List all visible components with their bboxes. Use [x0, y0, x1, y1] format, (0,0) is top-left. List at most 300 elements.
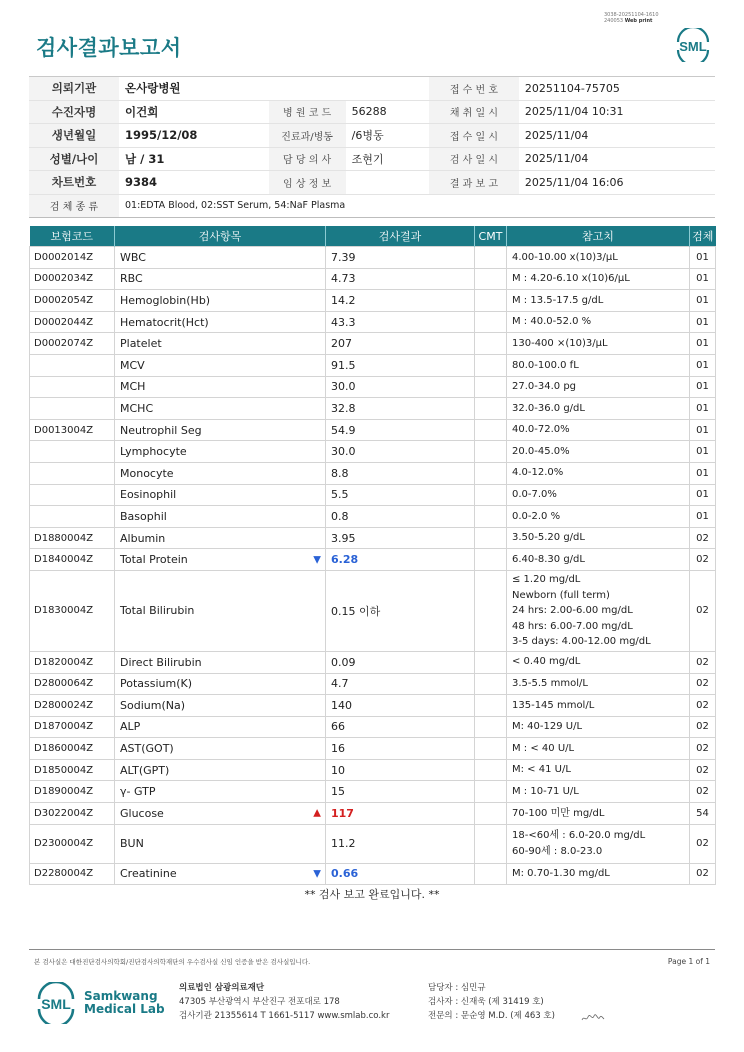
table-row: [30, 738, 716, 760]
low-flag-icon: ▼: [313, 868, 321, 880]
svg-text:SML: SML: [679, 39, 707, 54]
result-value: 0.66: [331, 867, 359, 881]
cell-specimen: 02: [690, 824, 716, 863]
cell-result: [326, 673, 475, 695]
cell-result: [326, 419, 475, 441]
page-title: 검사결과보고서: [36, 36, 182, 60]
cell-specimen: 01: [690, 441, 716, 463]
high-flag-icon: ▲: [313, 807, 321, 819]
cell-code: [30, 376, 115, 398]
result-value: 8.8: [331, 466, 349, 480]
cell-cmt: [475, 716, 507, 738]
reference-line: 27.0-34.0 pg: [512, 381, 577, 393]
result-value: 0.8: [331, 509, 349, 523]
reference-line: 18-<60세 : 6.0-20.0 mg/dL: [512, 830, 646, 842]
org-name: 의료법인 삼광의료재단: [179, 983, 265, 993]
cell-cmt: [475, 863, 507, 885]
cell-reference: [507, 441, 690, 463]
low-flag-icon: ▼: [313, 554, 321, 566]
result-value: 11.2: [331, 837, 356, 851]
cell-code: D1880004Z: [30, 527, 115, 549]
cell-cmt: [475, 419, 507, 441]
cell-cmt: [475, 549, 507, 571]
item-name: Total Protein: [120, 553, 188, 567]
col-header-specimen: 검체: [690, 226, 716, 247]
reference-line: 3.50-5.20 g/dL: [512, 532, 585, 544]
table-row: [30, 824, 716, 863]
cell-cmt: [475, 673, 507, 695]
cell-code: D2800064Z: [30, 673, 115, 695]
cell-code: D3022004Z: [30, 803, 115, 825]
org-info: [179, 981, 389, 1023]
cell-code: [30, 484, 115, 506]
cell-item: [115, 376, 326, 398]
cell-result: [326, 462, 475, 484]
table-row: [30, 247, 716, 269]
cell-reference: [507, 333, 690, 355]
cell-cmt: [475, 570, 507, 651]
birth-label: 생년월일: [29, 124, 119, 148]
requester-value: 온사랑병원: [119, 77, 429, 101]
reference-line: 80.0-100.0 fL: [512, 359, 579, 371]
table-row: [30, 376, 716, 398]
item-name: MCV: [120, 358, 145, 372]
item-name: Direct Bilirubin: [120, 655, 202, 669]
item-name: MCH: [120, 380, 146, 394]
cell-specimen: 02: [690, 781, 716, 803]
cell-result: [326, 527, 475, 549]
cell-specimen: 01: [690, 268, 716, 290]
dept-label: 진료과/병동: [269, 124, 346, 148]
cell-specimen: 02: [690, 673, 716, 695]
cell-code: [30, 462, 115, 484]
receipt-no-value: 20251104-75705: [519, 77, 715, 101]
cell-reference: [507, 484, 690, 506]
result-value: 4.73: [331, 272, 356, 286]
cell-item: [115, 441, 326, 463]
table-row: [30, 716, 716, 738]
test-date-value: 2025/11/04: [519, 147, 715, 171]
result-value: 0.15 이하: [331, 604, 381, 618]
table-row: [30, 506, 716, 528]
results-header-row: [30, 226, 716, 247]
dept-value: /6병동: [346, 124, 429, 148]
table-row: [30, 570, 716, 651]
result-value: 15: [331, 785, 345, 799]
sex-age-label: 성별/나이: [29, 147, 119, 171]
cell-reference: [507, 570, 690, 651]
cell-item: [115, 824, 326, 863]
result-value: 0.09: [331, 655, 356, 669]
reference-line: 20.0-45.0%: [512, 445, 570, 457]
item-name: Neutrophil Seg: [120, 423, 202, 437]
cell-code: [30, 506, 115, 528]
result-value: 4.7: [331, 677, 349, 691]
cell-item: [115, 484, 326, 506]
table-row: [30, 673, 716, 695]
cell-result: [326, 398, 475, 420]
cell-cmt: [475, 759, 507, 781]
result-value: 30.0: [331, 445, 356, 459]
result-value: 43.3: [331, 315, 356, 329]
cell-specimen: 01: [690, 419, 716, 441]
cell-code: D2800024Z: [30, 695, 115, 717]
item-name: Total Bilirubin: [120, 604, 195, 618]
cell-result: [326, 333, 475, 355]
svg-text:SML: SML: [41, 996, 71, 1012]
cell-item: [115, 311, 326, 333]
cell-specimen: 01: [690, 376, 716, 398]
col-header-result: 검사결과: [326, 226, 475, 247]
cell-reference: [507, 695, 690, 717]
cell-specimen: 02: [690, 716, 716, 738]
staff-info: [428, 981, 555, 1023]
table-row: [30, 333, 716, 355]
reference-line: M : 13.5-17.5 g/dL: [512, 294, 604, 306]
cell-code: D0002044Z: [30, 311, 115, 333]
cell-specimen: 01: [690, 462, 716, 484]
cell-code: [30, 441, 115, 463]
table-row: [30, 290, 716, 312]
cell-code: D1870004Z: [30, 716, 115, 738]
cell-code: D0002074Z: [30, 333, 115, 355]
reference-line: 3-5 days: 4.00-12.00 mg/dL: [512, 636, 651, 648]
cell-result: [326, 290, 475, 312]
cell-specimen: 02: [690, 651, 716, 673]
print-id: [604, 12, 659, 24]
cell-reference: [507, 268, 690, 290]
cell-cmt: [475, 354, 507, 376]
cell-item: [115, 462, 326, 484]
result-value: 7.39: [331, 250, 356, 264]
brand-name: [84, 990, 165, 1016]
cell-reference: [507, 527, 690, 549]
cell-item: [115, 738, 326, 760]
result-value: 117: [331, 806, 354, 820]
table-row: [30, 462, 716, 484]
cell-result: [326, 311, 475, 333]
cell-cmt: [475, 441, 507, 463]
birth-value: 1995/12/08: [119, 124, 269, 148]
cell-item: [115, 506, 326, 528]
cell-item: [115, 716, 326, 738]
item-name: Creatinine: [120, 867, 177, 881]
cell-specimen: 01: [690, 247, 716, 269]
staff-specialist: 전문의 : 문순영 M.D. (제 463 호): [428, 1011, 555, 1021]
cell-reference: [507, 247, 690, 269]
reference-line: 32.0-36.0 g/dL: [512, 402, 585, 414]
cell-result: [326, 570, 475, 651]
result-value: 10: [331, 763, 345, 777]
cell-item: [115, 673, 326, 695]
cell-reference: [507, 824, 690, 863]
cell-cmt: [475, 376, 507, 398]
item-name: ALT(GPT): [120, 763, 170, 777]
hospital-code-label: 병 원 코 드: [269, 100, 346, 124]
signature-icon: [580, 1012, 606, 1024]
receipt-date-label: 접 수 일 시: [429, 124, 519, 148]
cell-cmt: [475, 527, 507, 549]
item-name: Lymphocyte: [120, 445, 187, 459]
cell-reference: [507, 290, 690, 312]
cell-reference: [507, 738, 690, 760]
table-row: [30, 398, 716, 420]
table-row: [30, 759, 716, 781]
table-row: [30, 484, 716, 506]
cell-item: [115, 549, 326, 571]
chart-value: 9384: [119, 171, 269, 195]
cell-reference: [507, 398, 690, 420]
reference-line: 0.0-2.0 %: [512, 510, 561, 522]
cell-result: [326, 863, 475, 885]
item-name: Monocyte: [120, 466, 174, 480]
cell-reference: [507, 781, 690, 803]
reference-line: M : 40.0-52.0 %: [512, 316, 592, 328]
result-value: 5.5: [331, 488, 349, 502]
cell-code: D0002014Z: [30, 247, 115, 269]
results-table: [29, 226, 716, 885]
cell-result: [326, 824, 475, 863]
cell-result: [326, 441, 475, 463]
samkwang-logo-icon: [36, 982, 76, 1024]
col-header-ref: 참고치: [507, 226, 690, 247]
cell-reference: [507, 419, 690, 441]
receipt-no-label: 접 수 번 호: [429, 77, 519, 101]
completion-note: ** 검사 보고 완료입니다. **: [304, 888, 440, 901]
cell-result: [326, 247, 475, 269]
result-value: 91.5: [331, 358, 356, 372]
cell-specimen: 01: [690, 506, 716, 528]
specimen-label: 검 체 종 류: [29, 194, 119, 218]
cell-item: [115, 527, 326, 549]
table-row: [30, 268, 716, 290]
item-name: Glucose: [120, 806, 164, 820]
cell-reference: [507, 863, 690, 885]
table-row: [30, 781, 716, 803]
table-row: [30, 441, 716, 463]
cell-item: [115, 759, 326, 781]
reference-line: 24 hrs: 2.00-6.00 mg/dL: [512, 605, 633, 617]
cell-code: [30, 354, 115, 376]
col-header-cmt: CMT: [475, 226, 507, 247]
item-name: BUN: [120, 837, 144, 851]
cell-reference: [507, 651, 690, 673]
cell-specimen: 01: [690, 333, 716, 355]
reference-line: M: 0.70-1.30 mg/dL: [512, 868, 610, 880]
cell-code: D1890004Z: [30, 781, 115, 803]
reference-line: M : 4.20-6.10 x(10)6/μL: [512, 273, 630, 285]
item-name: AST(GOT): [120, 742, 174, 756]
cell-code: D0002054Z: [30, 290, 115, 312]
cell-reference: [507, 716, 690, 738]
cell-code: D1840004Z: [30, 549, 115, 571]
cell-result: [326, 484, 475, 506]
cell-specimen: 02: [690, 759, 716, 781]
cell-cmt: [475, 824, 507, 863]
cell-cmt: [475, 311, 507, 333]
result-value: 30.0: [331, 380, 356, 394]
hospital-code-value: 56288: [346, 100, 429, 124]
cell-item: [115, 803, 326, 825]
patient-name-label: 수진자명: [29, 100, 119, 124]
cell-reference: [507, 354, 690, 376]
cell-code: D0002034Z: [30, 268, 115, 290]
cell-item: [115, 354, 326, 376]
cell-result: [326, 549, 475, 571]
reference-line: 4.00-10.00 x(10)3/μL: [512, 251, 618, 263]
result-value: 32.8: [331, 401, 356, 415]
reference-line: < 0.40 mg/dL: [512, 656, 581, 668]
org-contact: 검사기관 21355614 T 1661-5117 www.smlab.co.kr: [179, 1011, 390, 1021]
cell-item: [115, 333, 326, 355]
cell-reference: [507, 759, 690, 781]
reference-line: 135-145 mmol/L: [512, 699, 595, 711]
result-value: 54.9: [331, 423, 356, 437]
test-date-label: 검 사 일 시: [429, 147, 519, 171]
reference-line: 3.5-5.5 mmol/L: [512, 678, 588, 690]
cell-specimen: 02: [690, 527, 716, 549]
result-value: 66: [331, 720, 345, 734]
table-row: [30, 354, 716, 376]
table-row: [30, 549, 716, 571]
report-date-label: 결 과 보 고: [429, 171, 519, 195]
receipt-date-value: 2025/11/04: [519, 124, 715, 148]
result-value: 140: [331, 698, 352, 712]
table-row: [30, 527, 716, 549]
cell-reference: [507, 506, 690, 528]
cell-code: D2280004Z: [30, 863, 115, 885]
cell-specimen: 02: [690, 570, 716, 651]
table-row: [30, 863, 716, 885]
reference-line: 6.40-8.30 g/dL: [512, 553, 585, 565]
cell-item: [115, 290, 326, 312]
cell-cmt: [475, 484, 507, 506]
item-name: Potassium(K): [120, 677, 193, 691]
cell-specimen: 02: [690, 863, 716, 885]
report-date-value: 2025/11/04 16:06: [519, 171, 715, 195]
cell-item: [115, 247, 326, 269]
staff-manager: 담당자 : 심민규: [428, 983, 486, 993]
item-name: Basophil: [120, 509, 167, 523]
cell-result: [326, 376, 475, 398]
brand-line1: Samkwang: [84, 989, 158, 1003]
result-value: 3.95: [331, 531, 356, 545]
cell-item: [115, 268, 326, 290]
cell-result: [326, 268, 475, 290]
cell-specimen: 01: [690, 311, 716, 333]
item-name: ALP: [120, 720, 141, 734]
reference-line: 70-100 미만 mg/dL: [512, 807, 605, 819]
cell-cmt: [475, 695, 507, 717]
reference-line: 4.0-12.0%: [512, 467, 564, 479]
table-row: [30, 311, 716, 333]
cell-item: [115, 419, 326, 441]
cell-code: [30, 398, 115, 420]
cell-item: [115, 398, 326, 420]
page-number: Page 1 of 1: [667, 957, 710, 966]
reference-line: 60-90세 : 8.0-23.0: [512, 845, 603, 857]
col-header-item: 검사항목: [115, 226, 326, 247]
cell-cmt: [475, 247, 507, 269]
cell-result: [326, 803, 475, 825]
cell-code: D1850004Z: [30, 759, 115, 781]
clinical-value: [346, 171, 429, 195]
cell-specimen: 02: [690, 549, 716, 571]
table-row: [30, 651, 716, 673]
item-name: Albumin: [120, 531, 166, 545]
cell-cmt: [475, 781, 507, 803]
reference-line: ≤ 1.20 mg/dL: [512, 574, 581, 586]
reference-line: M: < 41 U/L: [512, 764, 571, 776]
chart-label: 차트번호: [29, 171, 119, 195]
reference-line: M : 10-71 U/L: [512, 786, 579, 798]
doctor-label: 담 당 의 사: [269, 147, 346, 171]
item-name: WBC: [120, 250, 146, 264]
cell-result: [326, 716, 475, 738]
result-value: 207: [331, 337, 352, 351]
patient-info-table: [29, 76, 715, 218]
brand-line2: Medical Lab: [84, 1002, 165, 1016]
cell-cmt: [475, 333, 507, 355]
reference-line: Newborn (full term): [512, 589, 610, 601]
print-code: 3038-20251104-1610: [604, 12, 659, 18]
cell-cmt: [475, 398, 507, 420]
cell-code: D0013004Z: [30, 419, 115, 441]
clinical-label: 임 상 정 보: [269, 171, 346, 195]
cell-item: [115, 863, 326, 885]
cell-item: [115, 781, 326, 803]
cell-specimen: 01: [690, 398, 716, 420]
requester-label: 의뢰기관: [29, 77, 119, 101]
cell-cmt: [475, 803, 507, 825]
collect-date-value: 2025/11/04 10:31: [519, 100, 715, 124]
cell-result: [326, 781, 475, 803]
cell-cmt: [475, 290, 507, 312]
cell-item: [115, 695, 326, 717]
cell-cmt: [475, 506, 507, 528]
org-address: 47305 부산광역시 부산진구 전포대로 178: [179, 997, 340, 1007]
result-value: 14.2: [331, 293, 356, 307]
specimen-value: 01:EDTA Blood, 02:SST Serum, 54:NaF Plasma: [119, 194, 715, 218]
cell-reference: [507, 462, 690, 484]
cell-result: [326, 651, 475, 673]
cell-result: [326, 506, 475, 528]
cell-cmt: [475, 651, 507, 673]
cell-specimen: 01: [690, 290, 716, 312]
item-name: Sodium(Na): [120, 698, 185, 712]
staff-tester: 검사자 : 신재욱 (제 31419 호): [428, 997, 544, 1007]
cell-result: [326, 354, 475, 376]
cell-specimen: 02: [690, 738, 716, 760]
print-code-line2: 240053 Web print: [604, 18, 653, 24]
doctor-value: 조현기: [346, 147, 429, 171]
sex-age-value: 남 / 31: [119, 147, 269, 171]
cell-code: D1830004Z: [30, 570, 115, 651]
patient-name-value: 이건희: [119, 100, 269, 124]
cell-reference: [507, 311, 690, 333]
reference-line: 40.0-72.0%: [512, 424, 570, 436]
table-row: [30, 803, 716, 825]
reference-line: M: 40-129 U/L: [512, 721, 583, 733]
reference-line: 48 hrs: 6.00-7.00 mg/dL: [512, 620, 633, 632]
cell-reference: [507, 549, 690, 571]
cell-specimen: 01: [690, 484, 716, 506]
cell-cmt: [475, 738, 507, 760]
cell-specimen: 02: [690, 695, 716, 717]
cell-specimen: 54: [690, 803, 716, 825]
result-value: 6.28: [331, 553, 359, 567]
cell-reference: [507, 673, 690, 695]
